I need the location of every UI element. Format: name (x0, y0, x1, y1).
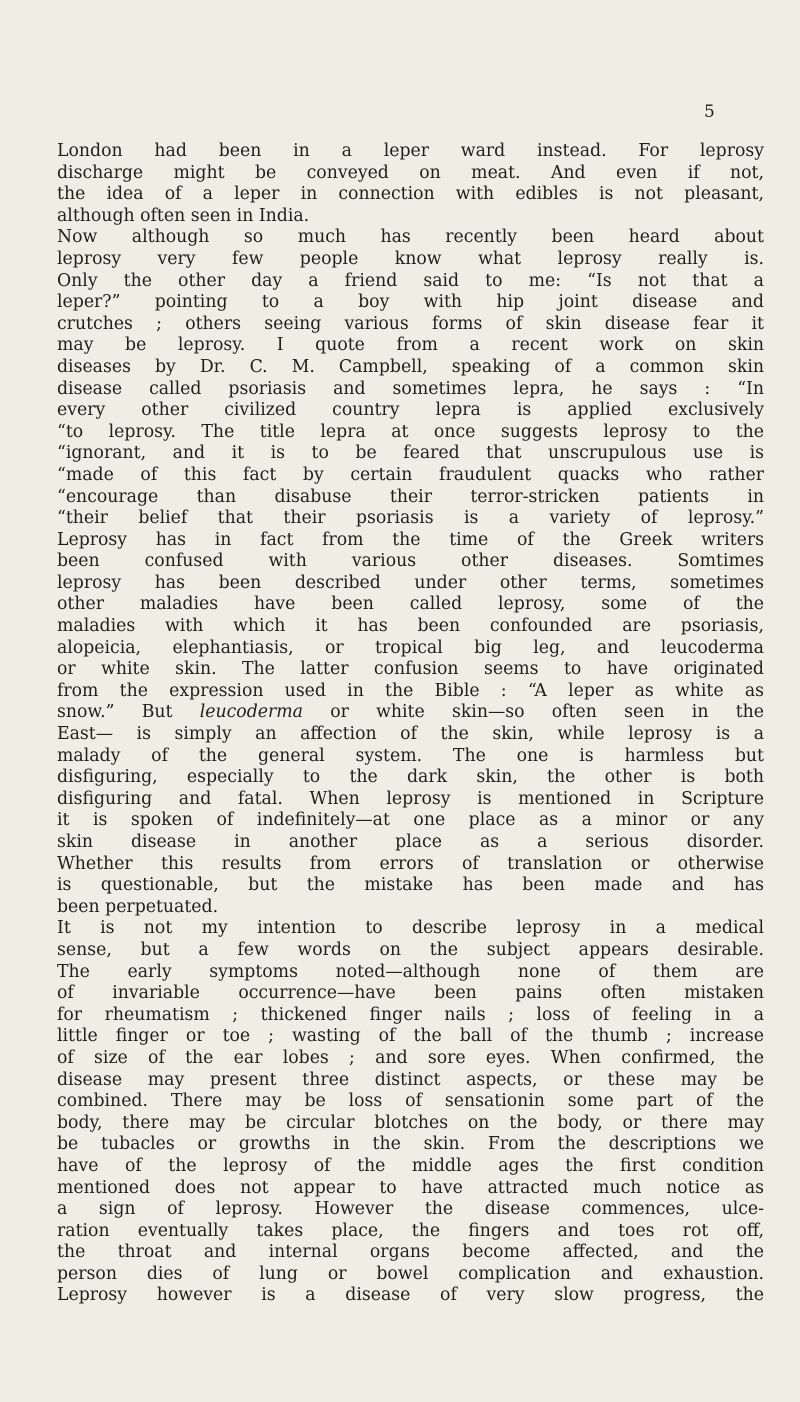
text-line (57, 702, 764, 724)
text-line: “their belief that their psoriasis is a variety of leprosy.” (57, 508, 764, 529)
text-line: little finger or toe ; wasting of the ball of the thumb ; increase (57, 1026, 764, 1047)
page-number: 5 (704, 102, 715, 122)
text-line: ration eventually takes place, the fingers and toes rot off, (57, 1220, 764, 1241)
text-line: every other civilized country lepra is applied exclusively (57, 400, 764, 421)
text-line: disfiguring and fatal. When leprosy is mentioned in Scripture (57, 788, 764, 809)
text-line: sense, but a few words on the subject appears desirable. (57, 939, 764, 960)
text-span: or white skin—so often seen in the (302, 702, 764, 723)
text-line: discharge might be conveyed on meat. And even if not, (57, 162, 764, 183)
text-line: a sign of leprosy. However the disease commences, ulce- (57, 1199, 764, 1220)
text-line: Now although so much has recently been heard about (57, 227, 764, 248)
text-line: Whether this results from errors of translation or otherwise (57, 853, 764, 874)
text-line: leprosy has been described under other terms, sometimes (57, 572, 764, 593)
text-line: “made of this fact by certain fraudulent quacks who rather (57, 464, 764, 485)
text-line: disease may present three distinct aspects, or these may be (57, 1069, 764, 1090)
text-line: of size of the ear lobes ; and sore eyes. When confirmed, the (57, 1047, 764, 1068)
text-line: is questionable, but the mistake has been made and has (57, 875, 764, 896)
text-line: malady of the general system. The one is harmless but (57, 745, 764, 766)
italic-term: leucoderma (199, 702, 303, 723)
text-line: mentioned does not appear to have attracted much notice as (57, 1177, 764, 1198)
text-line: London had been in a leper ward instead. For leprosy (57, 141, 764, 161)
text-line: although often seen in India. (57, 205, 310, 226)
text-line: from the expression used in the Bible : “A leper as white as (57, 680, 764, 701)
body-text (57, 141, 764, 1307)
text-line: It is not my intention to describe leprosy in a medical (57, 918, 764, 939)
text-line: the idea of a leper in connection with edibles is not pleasant, (57, 184, 764, 205)
text-line: East— is simply an affection of the skin, while leprosy is a (57, 724, 764, 745)
text-line: have of the leprosy of the middle ages the first condition (57, 1155, 764, 1176)
text-line: “to leprosy. The title lepra at once suggests leprosy to the (57, 421, 764, 442)
text-line: disfiguring, especially to the dark skin, the other is both (57, 767, 764, 788)
text-line: or white skin. The latter confusion seems to have originated (57, 659, 764, 680)
text-line: diseases by Dr. C. M. Campbell, speaking of a common skin (57, 356, 764, 377)
text-line: disease called psoriasis and sometimes lepra, he says : “In (57, 378, 764, 399)
text-line: skin disease in another place as a serious disorder. (57, 832, 764, 852)
text-line: Leprosy has in fact from the time of the Greek writers (57, 529, 764, 550)
text-line: “ignorant, and it is to be feared that unscrupulous use is (57, 443, 764, 464)
text-line: maladies with which it has been confounded are psoriasis, (57, 616, 764, 637)
text-line: person dies of lung or bowel complication and exhaustion. (57, 1263, 764, 1284)
text-line: other maladies have been called leprosy, some of the (57, 594, 764, 615)
text-line: been confused with various other diseases. Somtimes (57, 551, 764, 572)
text-line: it is spoken of indefinitely—at one place as a minor or any (57, 810, 764, 831)
text-line: the throat and internal organs become affected, and the (57, 1242, 764, 1263)
text-line: may be leprosy. I quote from a recent work on skin (57, 335, 764, 356)
text-line: leprosy very few people know what leprosy really is. (57, 248, 764, 269)
text-line: for rheumatism ; thickened finger nails ; loss of feeling in a (57, 1004, 764, 1025)
text-line: Only the other day a friend said to me: “Is not that a (57, 270, 764, 291)
text-line: “encourage than disabuse their terror-stricken patients in (57, 486, 764, 507)
text-line: been perpetuated. (57, 896, 219, 917)
text-line: Leprosy however is a disease of very slow progress, the (57, 1285, 764, 1306)
text-line: be tubacles or growths in the skin. From the descriptions we (57, 1134, 764, 1155)
text-line: crutches ; others seeing various forms of skin disease fear it (57, 313, 764, 334)
text-line: alopeicia, elephantiasis, or tropical big leg, and leucoderma (57, 637, 764, 658)
text-line: leper?” pointing to a boy with hip joint disease and (57, 292, 764, 313)
text-line: body, there may be circular blotches on the body, or there may (57, 1112, 764, 1133)
text-line: combined. There may be loss of sensationin some part of the (57, 1091, 764, 1112)
text-span: snow.” But (57, 702, 200, 723)
text-line: The early symptoms noted—although none of them are (57, 961, 764, 982)
text-line: of invariable occurrence—have been pains often mistaken (57, 983, 764, 1004)
